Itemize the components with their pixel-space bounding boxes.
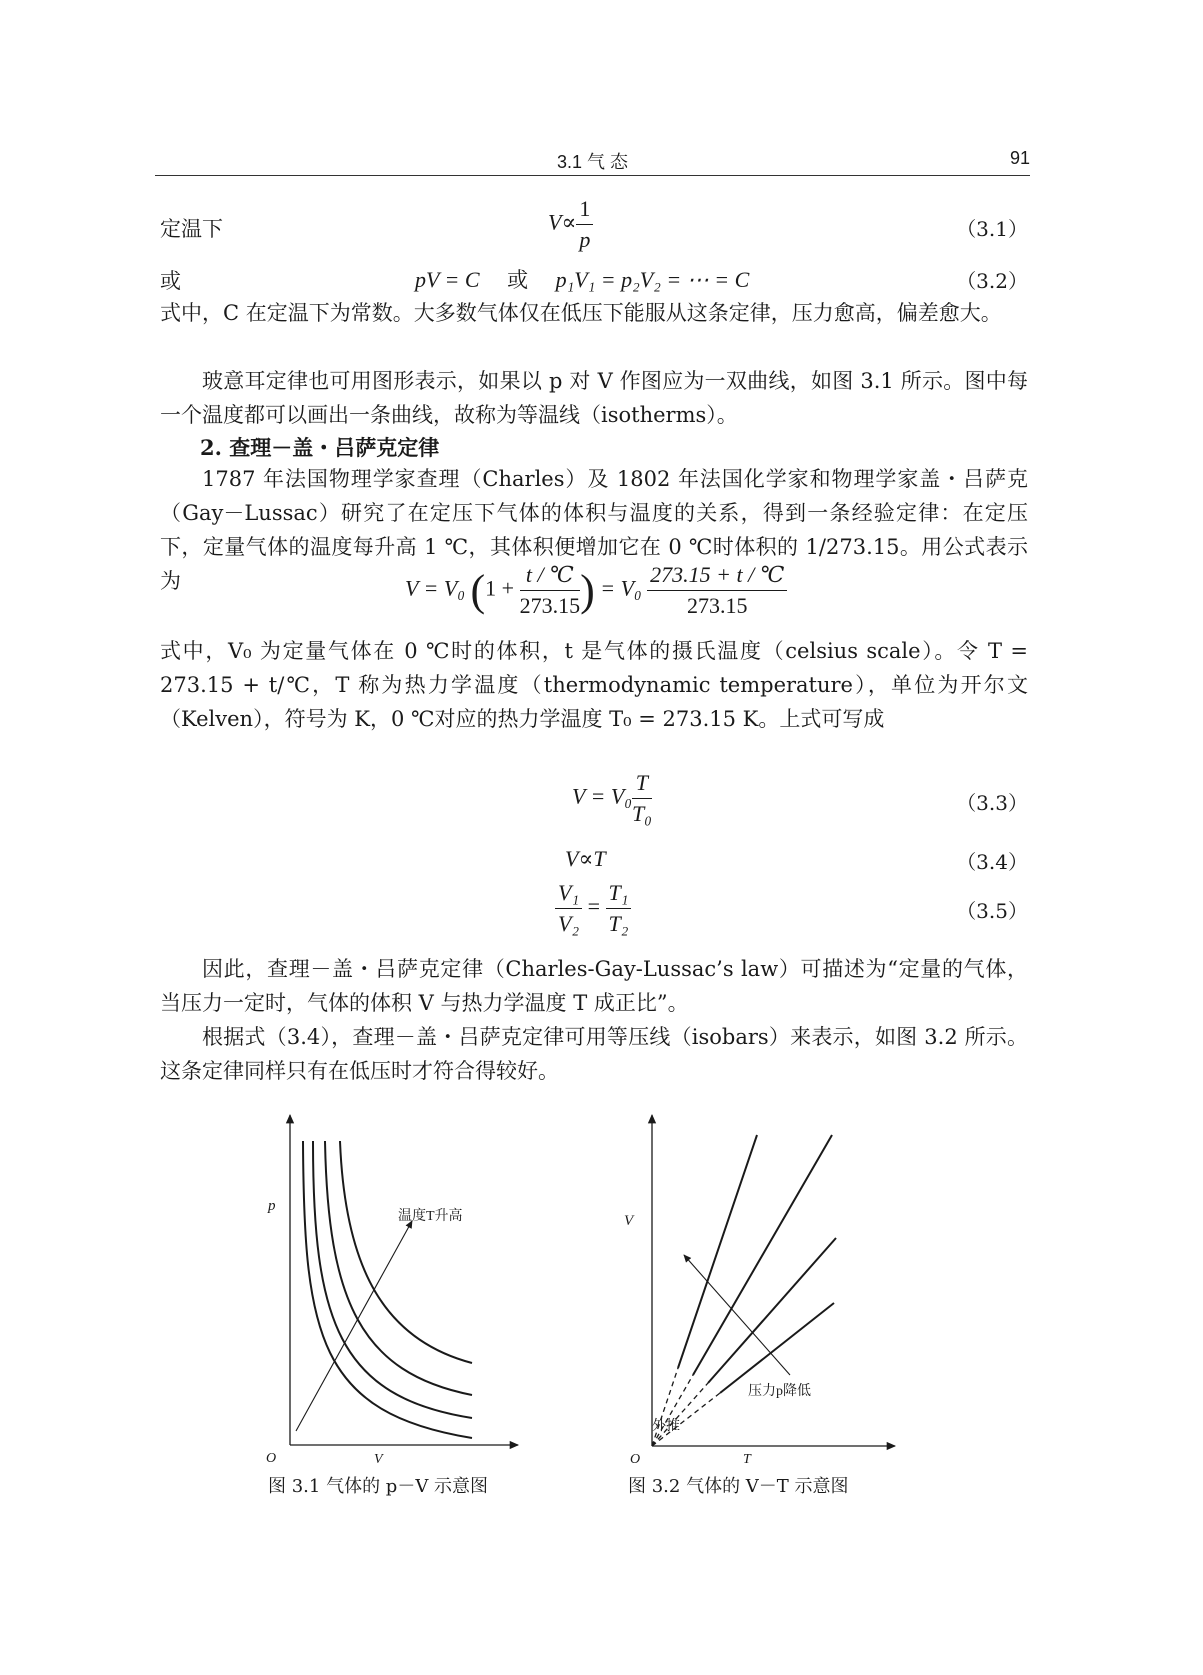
eq-3-1-denominator: p — [579, 227, 591, 252]
isotherm-2 — [313, 1141, 472, 1418]
eq-3-2-label: 或 — [160, 269, 181, 293]
running-head — [155, 148, 1030, 178]
eq-3-3-numerator: T — [632, 770, 652, 799]
figure-3-1-pv-diagram — [260, 1105, 535, 1465]
paragraph-3: 1787 年法国物理学家查理（Charles）及 1802 年法国化学家和物理学家盖・吕萨克（Gay－Lussac）研究了在定压下气体的体积与温度的关系，得到一条经验定律：在定压下，定量气体的温度每升高 1 ℃，其体积便增加它在 0 ℃时体积的 1/273.15。用公式表示为 — [160, 467, 1028, 593]
paragraph-4: 式中，V₀ 为定量气体在 0 ℃时的体积，t 是气体的摄氏温度（celsius scale）。令 T = 273.15 + t/℃，T 称为热力学温度（thermodynamic temperature），单位为开尔文（Kelven），符号为 K，0 ℃对应的热力学温度 T₀ = 273.15 K。上式可写成 — [160, 639, 1028, 731]
figure-1-x-label: V — [374, 1452, 383, 1467]
equation-3-3 — [572, 770, 652, 827]
eq-3-4-number: （3.4） — [956, 850, 1028, 874]
isobar-3 — [708, 1238, 836, 1383]
eq-3-1-numerator: 1 — [576, 196, 593, 225]
isobar-4 — [720, 1303, 834, 1393]
figure-1-origin: O — [266, 1451, 277, 1466]
section-heading-2: 2. 查理－盖・吕萨克定律 — [200, 435, 440, 460]
charles-fraction-2 — [647, 562, 787, 619]
eq-3-2-part2: p₁V₁ = p₂V₂ = ⋯ = C — [555, 267, 750, 292]
eq-3-1-fraction — [576, 196, 593, 253]
eq-3-3-lhs: V = V₀ — [572, 783, 632, 809]
charles-lhs: V = V₀ — [405, 575, 465, 601]
paragraph-1: 式中，C 在定温下为常数。大多数气体仅在低压下能服从这条定律，压力愈高，偏差愈大。 — [160, 301, 1002, 325]
eq-3-5-number: （3.5） — [956, 899, 1028, 923]
eq-3-5-n2: T₁ — [606, 880, 632, 909]
eq-3-5-fraction-left — [555, 880, 582, 937]
eq-3-5-n1: V₁ — [555, 880, 582, 909]
eq-3-2-part1: pV = C — [415, 267, 480, 292]
figure-3-2-caption: 图 3.2 气体的 V－T 示意图 — [628, 1476, 849, 1497]
eq-3-2-or: 或 — [507, 268, 529, 292]
eq-3-1-label: 定温下 — [160, 217, 223, 241]
eq-3-1-lhs: V∝ — [548, 209, 577, 235]
figure-3-1-caption: 图 3.1 气体的 p－V 示意图 — [268, 1476, 489, 1497]
eq-3-2-number: （3.2） — [956, 269, 1028, 293]
equation-charles — [405, 562, 787, 619]
extrapolation-label: 外推 — [652, 1419, 680, 1434]
charles-f2-denominator: 273.15 — [687, 593, 748, 618]
isotherm-3 — [325, 1141, 472, 1395]
pressure-arrow — [684, 1255, 790, 1375]
figure-1-y-label: p — [268, 1198, 276, 1214]
charles-one-plus: 1 + — [485, 575, 515, 601]
isotherm-1 — [303, 1141, 472, 1438]
equation-3-1 — [548, 196, 593, 253]
charles-f2-numerator: 273.15 + t / ℃ — [647, 562, 787, 591]
charles-fraction-1 — [520, 562, 581, 619]
figure-3-2-vt-diagram — [624, 1105, 910, 1467]
isobar-2 — [693, 1135, 832, 1375]
paragraph-6: 根据式（3.4），查理－盖・吕萨克定律可用等压线（isobars）来表示，如图 3.2 所示。这条定律同样只有在低压时才符合得较好。 — [160, 1025, 1028, 1083]
equation-3-5 — [555, 880, 631, 937]
equation-3-4: V∝T — [565, 846, 606, 871]
temperature-arrow-label: 温度T升高 — [398, 1209, 463, 1224]
left-paren: ( — [470, 566, 486, 615]
charles-f1-numerator: t / ℃ — [520, 562, 581, 591]
eq-3-3-denominator: T₀ — [631, 801, 652, 826]
eq-3-3-fraction — [632, 770, 652, 827]
right-paren: ) — [580, 566, 595, 615]
eq-3-5-equals: = — [587, 893, 601, 919]
section-title: 3.1 气 态 — [556, 152, 629, 172]
figure-2-origin: O — [630, 1452, 641, 1467]
figure-2-y-label: V — [624, 1213, 634, 1229]
isotherm-4 — [340, 1141, 472, 1363]
figure-2-x-label: T — [743, 1452, 751, 1467]
paragraph-2: 玻意耳定律也可用图形表示，如果以 p 对 V 作图应为一双曲线，如图 3.1 所示。图中每一个温度都可以画出一条曲线，故称为等温线（isotherms）。 — [160, 369, 1028, 427]
eq-3-1-number: （3.1） — [956, 217, 1028, 241]
page-number: 91 — [1009, 148, 1030, 168]
isobar-3-extrapolation — [652, 1383, 708, 1446]
charles-f1-denominator: 273.15 — [519, 593, 581, 618]
equation-3-2 — [415, 264, 749, 294]
eq-3-5-fraction-right — [606, 880, 632, 937]
temperature-arrow — [296, 1221, 412, 1431]
isobar-1-extrapolation — [652, 1368, 678, 1446]
paragraph-5: 因此，查理－盖・吕萨克定律（Charles-Gay-Lussac’s law）可描述为“定量的气体，当压力一定时，气体的体积 V 与热力学温度 T 成正比”。 — [160, 957, 1028, 1015]
eq-3-3-number: （3.3） — [956, 791, 1028, 815]
eq-3-5-d1: V₂ — [558, 911, 580, 936]
header-rule — [155, 175, 1030, 176]
charles-eq2: = V₀ — [600, 575, 642, 601]
eq-3-5-d2: T₂ — [608, 911, 629, 936]
pressure-arrow-label: 压力p降低 — [748, 1384, 811, 1399]
